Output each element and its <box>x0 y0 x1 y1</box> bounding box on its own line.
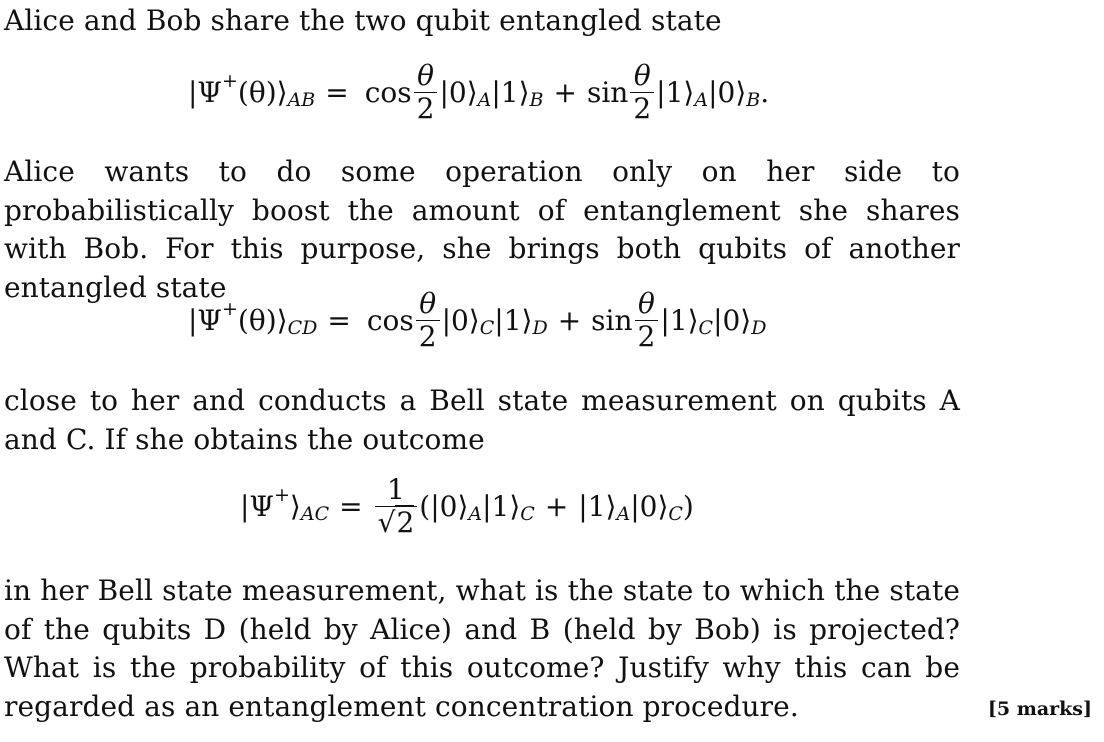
eq1-lhs-sub: AB <box>287 88 316 111</box>
eq1-frac-2 <box>630 59 654 125</box>
eq3-frac-num: 1 <box>387 473 405 506</box>
eq1-ket-0a: |0⟩ <box>439 76 478 109</box>
eq1-ket-1b-sub: B <box>529 88 544 111</box>
eq1-equals: = <box>325 76 349 109</box>
eq1-frac-1 <box>414 59 438 125</box>
eq1-ket-1b: |1⟩ <box>491 76 530 109</box>
eq2-ket-1c: |1⟩ <box>660 304 699 337</box>
eq2-frac-1 <box>416 287 440 353</box>
eq2-lhs-arg: (θ)⟩ <box>237 304 288 337</box>
eq1-cos: cos <box>364 76 412 109</box>
eq2-sin: sin <box>591 304 633 337</box>
eq2-ket-0c-sub: C <box>479 316 495 339</box>
paragraph-intro: Alice and Bob share the two qubit entangled state <box>4 4 722 37</box>
marks-label: [5 marks] <box>987 698 1092 720</box>
eq3-open-paren: ( <box>419 490 431 523</box>
equation-psi-cd <box>188 287 767 353</box>
paragraph-bell-measurement: close to her and conducts a Bell state measurement on qubits A and C. If she obtains the outcome <box>4 384 960 456</box>
eq3-ket-0a-sub: A <box>468 502 483 525</box>
eq3-ket-0c: |0⟩ <box>630 490 669 523</box>
eq1-frac-2-den: 2 <box>630 92 654 123</box>
eq3-ket-1a-sub: A <box>616 502 631 525</box>
eq1-ket-1a: |1⟩ <box>656 76 695 109</box>
eq1-frac-1-den: 2 <box>414 92 438 123</box>
eq2-ket-1d-sub: D <box>532 316 548 339</box>
eq1-ket-0a-sub: A <box>477 88 492 111</box>
eq2-ket-0d: |0⟩ <box>713 304 752 337</box>
eq2-lhs-sup: + <box>222 297 238 320</box>
eq3-lhs-sup: + <box>274 483 290 506</box>
eq1-ket-1a-sub: A <box>694 88 709 111</box>
eq1-frac-1-num: θ <box>417 59 434 92</box>
eq3-close-paren: ) <box>682 490 694 523</box>
eq2-frac-1-num: θ <box>419 287 437 320</box>
eq1-plus: + <box>553 76 577 109</box>
eq1-lhs-sup: + <box>222 69 238 92</box>
eq2-ket-1d: |1⟩ <box>494 304 533 337</box>
eq1-ket-0b-sub: B <box>746 88 761 111</box>
eq3-lhs-sub: AC <box>300 502 330 525</box>
eq2-frac-2 <box>635 287 659 353</box>
eq3-frac <box>375 473 418 539</box>
eq3-equals: = <box>339 490 363 523</box>
eq1-frac-2-num: θ <box>633 59 651 92</box>
eq1-lhs: |Ψ <box>188 76 222 109</box>
eq1-ket-0b: |0⟩ <box>708 76 747 109</box>
eq2-ket-1c-sub: C <box>698 316 714 339</box>
eq3-lhs: |Ψ <box>240 490 274 523</box>
equation-psi-ab <box>188 59 770 125</box>
equation-psi-ac <box>240 473 694 539</box>
eq2-lhs: |Ψ <box>188 304 222 337</box>
eq3-ket-1c-sub: C <box>520 502 535 525</box>
sqrt-icon: √ <box>377 506 396 539</box>
eq1-sin: sin <box>586 76 629 109</box>
eq2-ket-0c: |0⟩ <box>441 304 480 337</box>
paragraph-boost: Alice wants to do some operation only on her side to probabilistically boost the amount of entanglement she shares with Bob. For this purpose, she brings both qubits of another entangled state <box>4 155 960 304</box>
eq2-ket-0d-sub: D <box>751 316 767 339</box>
eq3-lhs-close: ⟩ <box>289 490 301 523</box>
eq1-lhs-arg: (θ)⟩ <box>237 76 288 109</box>
paragraph-question: in her Bell state measurement, what is the state to which the state of the qubits D (held by Alice) and B (held by Bob) is projected? What is the probability of this outcome? Justify why this can be regarded as an entanglement concentration procedure. <box>4 574 960 723</box>
eq3-ket-1a: |1⟩ <box>578 490 617 523</box>
eq1-period: . <box>760 76 770 109</box>
eq3-radicand: 2 <box>396 506 415 539</box>
eq3-ket-0c-sub: C <box>668 502 683 525</box>
eq2-frac-1-den: 2 <box>416 320 440 351</box>
eq2-lhs-sub: CD <box>287 316 318 339</box>
eq3-frac-den <box>375 506 418 537</box>
eq2-frac-2-den: 2 <box>635 320 659 351</box>
eq3-plus: + <box>544 490 569 523</box>
eq3-ket-0a: |0⟩ <box>430 490 469 523</box>
eq2-equals: = <box>327 304 351 337</box>
eq2-cos: cos <box>366 304 414 337</box>
eq2-frac-2-num: θ <box>638 287 655 320</box>
eq2-plus: + <box>557 304 582 337</box>
eq3-ket-1c: |1⟩ <box>482 490 521 523</box>
